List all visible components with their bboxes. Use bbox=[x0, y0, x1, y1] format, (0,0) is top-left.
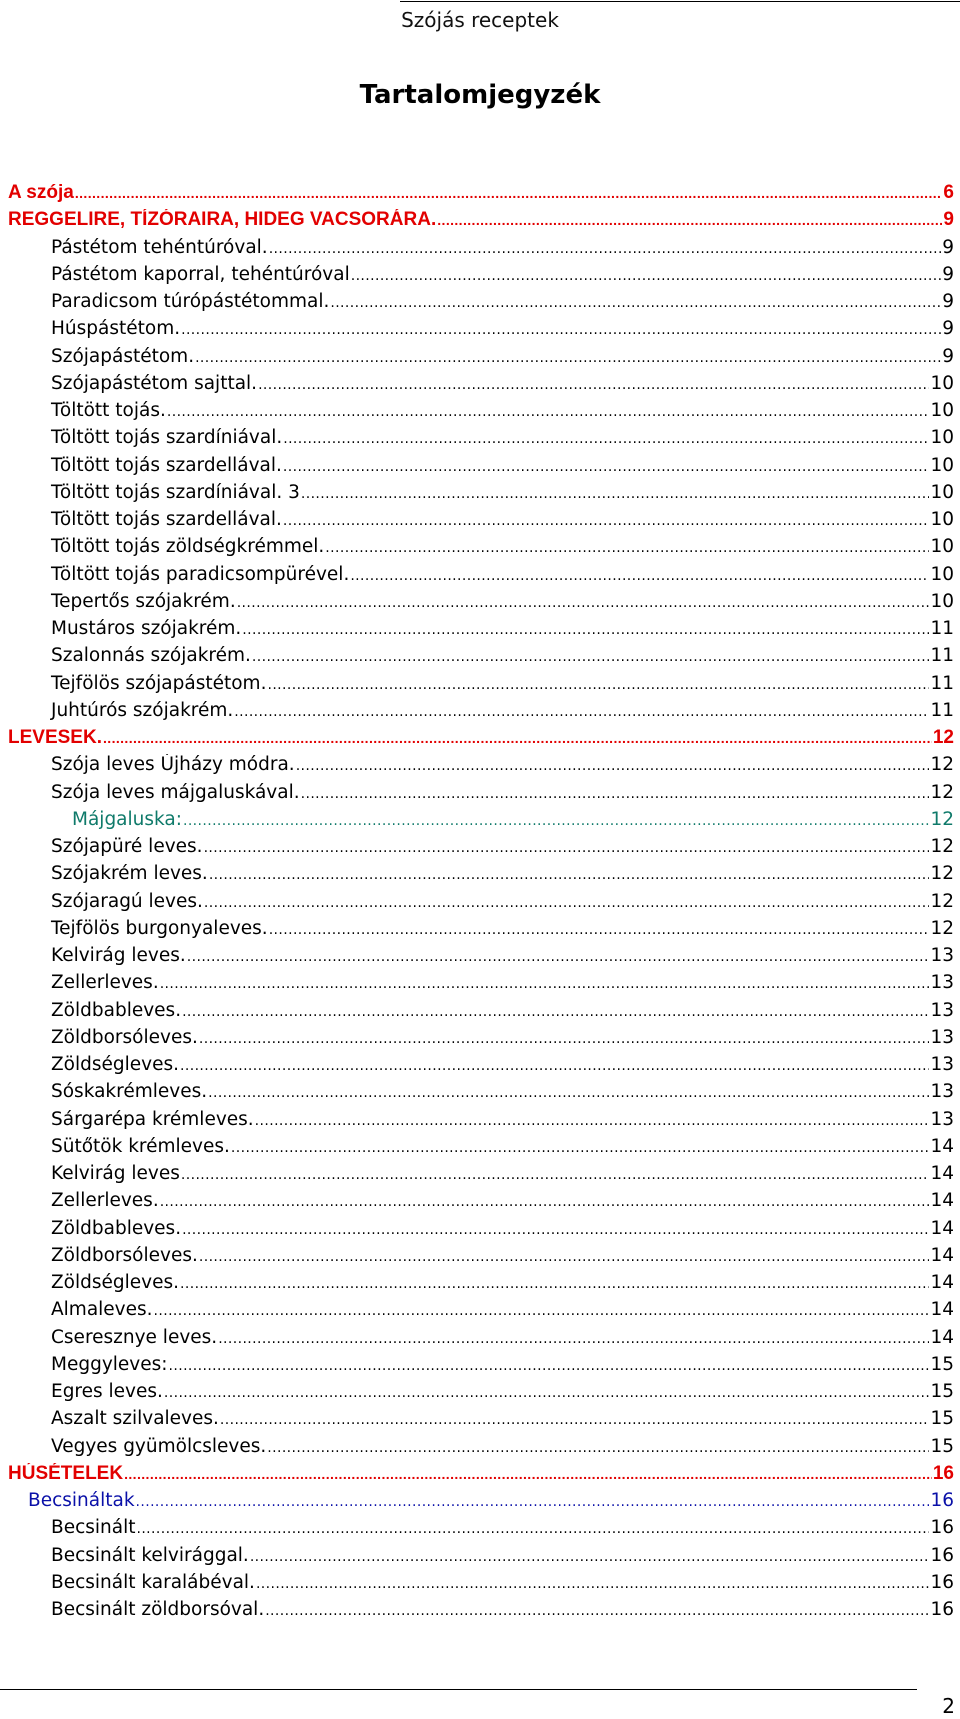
toc-entry-page: 10 bbox=[930, 536, 954, 558]
toc-entry-title: Zöldbableves. bbox=[51, 999, 182, 1021]
toc-entry-page: 15 bbox=[930, 1408, 954, 1430]
toc-entry-title: Aszalt szilvaleves. bbox=[51, 1408, 219, 1430]
toc-dot-leader bbox=[103, 727, 932, 749]
toc-entry-page: 14 bbox=[930, 1299, 954, 1321]
toc-entry-title: Kelvirág leves. bbox=[51, 945, 186, 966]
toc-entry[interactable] bbox=[8, 809, 954, 836]
toc-entry[interactable] bbox=[8, 945, 954, 972]
toc-dot-leader bbox=[250, 1545, 930, 1566]
toc-entry[interactable] bbox=[8, 1517, 954, 1544]
toc-entry[interactable] bbox=[8, 1081, 954, 1108]
toc-dot-leader bbox=[204, 891, 930, 912]
toc-entry[interactable] bbox=[8, 1272, 954, 1299]
toc-dot-leader bbox=[237, 591, 930, 612]
toc-entry[interactable] bbox=[8, 591, 954, 618]
toc-entry[interactable] bbox=[8, 209, 954, 236]
toc-entry[interactable] bbox=[8, 727, 954, 754]
toc-entry[interactable] bbox=[8, 427, 954, 454]
toc-entry-page: 13 bbox=[930, 999, 954, 1021]
toc-entry-page: 16 bbox=[930, 1599, 954, 1620]
toc-dot-leader bbox=[269, 918, 930, 939]
toc-entry-title: Szója leves májgaluskával. bbox=[51, 781, 300, 803]
toc-entry-page: 13 bbox=[930, 972, 954, 994]
toc-dot-leader bbox=[269, 237, 942, 258]
table-of-contents bbox=[8, 182, 954, 1626]
toc-dot-leader bbox=[169, 1354, 930, 1375]
toc-entry-title: Pástétom tehéntúróval. bbox=[51, 236, 268, 258]
toc-dot-leader bbox=[154, 1299, 930, 1320]
toc-entry-page: 10 bbox=[930, 590, 954, 612]
toc-dot-leader bbox=[296, 754, 930, 775]
toc-entry-page: 13 bbox=[930, 1026, 954, 1048]
toc-dot-leader bbox=[242, 618, 929, 639]
toc-entry-title: Töltött tojás szardellával. bbox=[51, 454, 282, 476]
toc-entry-page: 9 bbox=[942, 318, 954, 340]
toc-entry[interactable] bbox=[8, 700, 954, 727]
toc-entry-page: 11 bbox=[930, 645, 954, 667]
toc-entry-title: Mustáros szójakrém. bbox=[51, 618, 242, 639]
toc-entry[interactable] bbox=[8, 1545, 954, 1572]
toc-entry-title: Becsinált zöldborsóval. bbox=[51, 1599, 265, 1620]
toc-entry-page: 10 bbox=[930, 563, 954, 585]
toc-dot-leader bbox=[182, 1218, 929, 1239]
toc-entry[interactable] bbox=[8, 673, 954, 700]
toc-entry-page: 15 bbox=[930, 1381, 954, 1402]
toc-entry-title: Zöldségleves. bbox=[51, 1272, 180, 1293]
toc-entry[interactable] bbox=[8, 455, 954, 482]
toc-entry-page: 11 bbox=[930, 699, 954, 721]
toc-entry[interactable] bbox=[8, 182, 954, 209]
toc-entry-page: 11 bbox=[930, 618, 954, 639]
toc-entry-title: Szójapástétom. bbox=[51, 345, 195, 367]
toc-entry-title: Szójaragú leves. bbox=[51, 890, 203, 912]
toc-entry[interactable] bbox=[8, 1190, 954, 1217]
toc-entry-title: Becsinált bbox=[51, 1517, 136, 1539]
toc-entry-title: Tejfölös burgonyaleves. bbox=[51, 917, 268, 939]
toc-entry[interactable] bbox=[8, 1463, 954, 1490]
toc-dot-leader bbox=[267, 1436, 929, 1457]
toc-entry-title: Zöldborsóleves. bbox=[51, 1026, 198, 1048]
toc-dot-leader bbox=[183, 809, 929, 830]
toc-entry[interactable] bbox=[8, 1572, 954, 1599]
toc-entry[interactable] bbox=[8, 346, 954, 373]
toc-dot-leader bbox=[330, 291, 941, 312]
toc-entry[interactable] bbox=[8, 1027, 954, 1054]
toc-entry-title: Szója leves Újházy módra. bbox=[51, 754, 295, 776]
toc-dot-leader bbox=[160, 1190, 930, 1211]
toc-entry[interactable] bbox=[8, 1327, 954, 1354]
toc-entry-title: Tejfölös szójapástétom. bbox=[51, 672, 267, 694]
toc-dot-leader bbox=[182, 1000, 929, 1021]
toc-entry-page: 16 bbox=[930, 1571, 954, 1593]
toc-entry-page: 9 bbox=[942, 263, 954, 285]
toc-dot-leader bbox=[220, 1408, 930, 1429]
footer-rule bbox=[0, 1689, 917, 1690]
toc-entry-page: 10 bbox=[930, 400, 954, 421]
toc-entry-title: Szalonnás szójakrém. bbox=[51, 645, 251, 667]
toc-entry-page: 9 bbox=[942, 291, 954, 312]
toc-dot-leader bbox=[231, 1136, 930, 1157]
toc-dot-leader bbox=[256, 1572, 930, 1593]
toc-entry-title: Egres leves. bbox=[51, 1381, 163, 1402]
toc-dot-leader bbox=[124, 1463, 932, 1485]
toc-dot-leader bbox=[75, 182, 943, 204]
toc-entry-page: 6 bbox=[943, 182, 954, 203]
toc-dot-leader bbox=[160, 972, 930, 993]
toc-entry-page: 16 bbox=[930, 1517, 954, 1539]
toc-entry[interactable] bbox=[8, 1109, 954, 1136]
toc-dot-leader bbox=[283, 509, 930, 530]
toc-entry-title: Kelvirág leves bbox=[51, 1163, 180, 1184]
toc-dot-leader bbox=[351, 264, 942, 285]
toc-entry-page: 9 bbox=[942, 236, 954, 258]
toc-entry-title: Töltött tojás zöldségkrémmel. bbox=[51, 536, 325, 558]
toc-dot-leader bbox=[209, 863, 930, 884]
toc-entry-title: Cseresznye leves. bbox=[51, 1326, 218, 1348]
toc-entry[interactable] bbox=[8, 1599, 954, 1626]
toc-entry-page: 10 bbox=[930, 372, 954, 394]
toc-entry[interactable] bbox=[8, 509, 954, 536]
toc-entry-title: Meggyleves: bbox=[51, 1353, 168, 1375]
toc-entry-page: 16 bbox=[930, 1490, 954, 1511]
toc-entry-title: Pástétom kaporral, tehéntúróval bbox=[51, 263, 350, 285]
toc-entry-page: 14 bbox=[930, 1217, 954, 1239]
toc-entry-title: Juhtúrós szójakrém. bbox=[51, 699, 234, 721]
toc-dot-leader bbox=[437, 209, 942, 231]
toc-entry-page: 10 bbox=[930, 454, 954, 476]
toc-entry-title: Töltött tojás paradicsompürével. bbox=[51, 563, 350, 585]
toc-dot-leader bbox=[167, 400, 930, 421]
toc-dot-leader bbox=[136, 1517, 929, 1538]
toc-entry[interactable] bbox=[8, 291, 954, 318]
toc-entry-title: LEVESEK. bbox=[8, 727, 102, 748]
toc-dot-leader bbox=[234, 700, 929, 721]
toc-dot-leader bbox=[258, 373, 929, 394]
toc-entry-page: 9 bbox=[942, 345, 954, 367]
toc-entry-title: Szójapüré leves. bbox=[51, 836, 203, 857]
toc-entry[interactable] bbox=[8, 1299, 954, 1326]
toc-entry-title: Tepertős szójakrém. bbox=[51, 590, 236, 612]
toc-dot-leader bbox=[180, 1272, 929, 1293]
toc-entry[interactable] bbox=[8, 1245, 954, 1272]
toc-dot-leader bbox=[255, 1109, 930, 1130]
toc-entry-page: 13 bbox=[930, 1054, 954, 1075]
toc-entry-page: 14 bbox=[930, 1190, 954, 1212]
toc-entry-page: 12 bbox=[930, 917, 954, 939]
toc-entry[interactable] bbox=[8, 1054, 954, 1081]
toc-entry[interactable] bbox=[8, 1436, 954, 1463]
toc-entry-page: 16 bbox=[930, 1544, 954, 1566]
toc-entry[interactable] bbox=[8, 918, 954, 945]
toc-entry-title: Becsináltak bbox=[28, 1490, 135, 1511]
toc-entry-page: 14 bbox=[930, 1163, 954, 1184]
toc-entry[interactable] bbox=[8, 863, 954, 890]
toc-dot-leader bbox=[181, 1163, 930, 1184]
toc-entry-title: Szójapástétom sajttal. bbox=[51, 372, 258, 394]
toc-entry[interactable] bbox=[8, 836, 954, 863]
toc-entry-page: 15 bbox=[930, 1435, 954, 1457]
toc-entry-title: A szója bbox=[8, 182, 74, 203]
toc-entry[interactable] bbox=[8, 1490, 954, 1517]
toc-entry-title: Zöldborsóleves. bbox=[51, 1244, 198, 1266]
toc-dot-leader bbox=[187, 945, 930, 966]
toc-entry-page: 14 bbox=[930, 1244, 954, 1266]
toc-entry[interactable] bbox=[8, 1163, 954, 1190]
toc-entry-page: 12 bbox=[932, 727, 954, 748]
toc-entry[interactable] bbox=[8, 1136, 954, 1163]
toc-dot-leader bbox=[325, 536, 929, 557]
toc-entry[interactable] bbox=[8, 264, 954, 291]
toc-entry[interactable] bbox=[8, 318, 954, 345]
toc-entry-page: 14 bbox=[930, 1326, 954, 1348]
toc-entry-page: 10 bbox=[930, 427, 954, 449]
toc-entry[interactable] bbox=[8, 564, 954, 591]
toc-entry-title: Szójakrém leves. bbox=[51, 863, 208, 885]
toc-entry[interactable] bbox=[8, 891, 954, 918]
toc-entry-title: REGGELIRE, TÍZÓRAIRA, HIDEG VACSORÁRA. bbox=[8, 209, 437, 231]
toc-entry-title: Becsinált kelvirággal. bbox=[51, 1544, 249, 1566]
toc-entry-title: Töltött tojás szardellával. bbox=[51, 509, 282, 530]
toc-dot-leader bbox=[252, 645, 930, 666]
toc-entry-page: 15 bbox=[930, 1353, 954, 1375]
toc-dot-leader bbox=[218, 1327, 929, 1348]
toc-entry-title: Becsinált karalábéval. bbox=[51, 1571, 255, 1593]
header-rule bbox=[400, 1, 960, 2]
toc-entry[interactable] bbox=[8, 645, 954, 672]
toc-dot-leader bbox=[301, 482, 930, 503]
running-header: Szójás receptek bbox=[401, 8, 559, 32]
toc-entry[interactable] bbox=[8, 1354, 954, 1381]
toc-entry-page: 10 bbox=[930, 509, 954, 530]
toc-entry[interactable] bbox=[8, 1408, 954, 1435]
page-number: 2 bbox=[942, 1694, 955, 1718]
toc-entry-title: Húspástétom. bbox=[51, 318, 181, 340]
toc-entry-title: Töltött tojás szardíniával. bbox=[51, 427, 283, 449]
toc-entry-title: Zöldségleves. bbox=[51, 1054, 180, 1075]
toc-entry-title: Sóskakrémleves. bbox=[51, 1081, 208, 1103]
toc-entry-page: 11 bbox=[930, 672, 954, 694]
toc-entry-page: 13 bbox=[930, 1081, 954, 1103]
toc-entry[interactable] bbox=[8, 536, 954, 563]
toc-entry[interactable] bbox=[8, 782, 954, 809]
toc-entry-title: HÚSÉTELEK bbox=[8, 1462, 124, 1484]
toc-dot-leader bbox=[208, 1081, 929, 1102]
toc-entry-title: Májgaluska: bbox=[72, 808, 182, 830]
toc-entry-title: Töltött tojás szardíniával. 3 bbox=[51, 481, 300, 503]
toc-entry-title: Almaleves. bbox=[51, 1299, 153, 1321]
toc-entry-title: Vegyes gyümölcsleves. bbox=[51, 1435, 267, 1457]
toc-entry-page: 12 bbox=[930, 781, 954, 803]
toc-entry-page: 12 bbox=[930, 808, 954, 830]
toc-entry-title: Zellerleves. bbox=[51, 1190, 159, 1212]
toc-dot-leader bbox=[301, 782, 930, 803]
toc-dot-leader bbox=[350, 564, 929, 585]
toc-title: Tartalomjegyzék bbox=[359, 80, 601, 110]
toc-dot-leader bbox=[136, 1490, 930, 1511]
toc-entry-title: Sárgarépa krémleves. bbox=[51, 1108, 254, 1130]
toc-dot-leader bbox=[199, 1027, 930, 1048]
toc-entry[interactable] bbox=[8, 400, 954, 427]
toc-entry-page: 10 bbox=[930, 481, 954, 503]
toc-entry-title: Töltött tojás. bbox=[51, 400, 166, 421]
toc-dot-leader bbox=[283, 427, 929, 448]
toc-entry[interactable] bbox=[8, 972, 954, 999]
toc-dot-leader bbox=[180, 1054, 929, 1075]
toc-entry[interactable] bbox=[8, 754, 954, 781]
toc-entry-page: 12 bbox=[930, 836, 954, 857]
toc-entry-title: Sütőtök krémleves. bbox=[51, 1135, 230, 1157]
toc-entry-page: 9 bbox=[943, 209, 954, 231]
toc-entry-title: Paradicsom túrópástétommal. bbox=[51, 291, 330, 312]
toc-entry-page: 13 bbox=[930, 945, 954, 966]
toc-entry[interactable] bbox=[8, 237, 954, 264]
toc-entry-title: Zellerleves. bbox=[51, 972, 159, 994]
toc-entry-page: 12 bbox=[930, 863, 954, 885]
toc-dot-leader bbox=[267, 673, 929, 694]
toc-dot-leader bbox=[181, 318, 941, 339]
toc-entry-page: 12 bbox=[930, 754, 954, 776]
toc-dot-leader bbox=[265, 1599, 929, 1620]
toc-entry[interactable] bbox=[8, 1000, 954, 1027]
toc-entry-page: 13 bbox=[930, 1108, 954, 1130]
toc-entry-title: Zöldbableves. bbox=[51, 1217, 182, 1239]
toc-dot-leader bbox=[204, 836, 930, 857]
toc-entry[interactable] bbox=[8, 618, 954, 645]
toc-dot-leader bbox=[164, 1381, 930, 1402]
toc-entry-page: 14 bbox=[930, 1272, 954, 1293]
toc-dot-leader bbox=[283, 455, 930, 476]
toc-entry-page: 12 bbox=[930, 890, 954, 912]
toc-entry[interactable] bbox=[8, 482, 954, 509]
toc-entry-page: 16 bbox=[932, 1462, 954, 1484]
toc-entry[interactable] bbox=[8, 1218, 954, 1245]
toc-entry[interactable] bbox=[8, 1381, 954, 1408]
toc-dot-leader bbox=[199, 1245, 930, 1266]
toc-entry-page: 14 bbox=[930, 1135, 954, 1157]
toc-dot-leader bbox=[195, 346, 941, 367]
toc-entry[interactable] bbox=[8, 373, 954, 400]
